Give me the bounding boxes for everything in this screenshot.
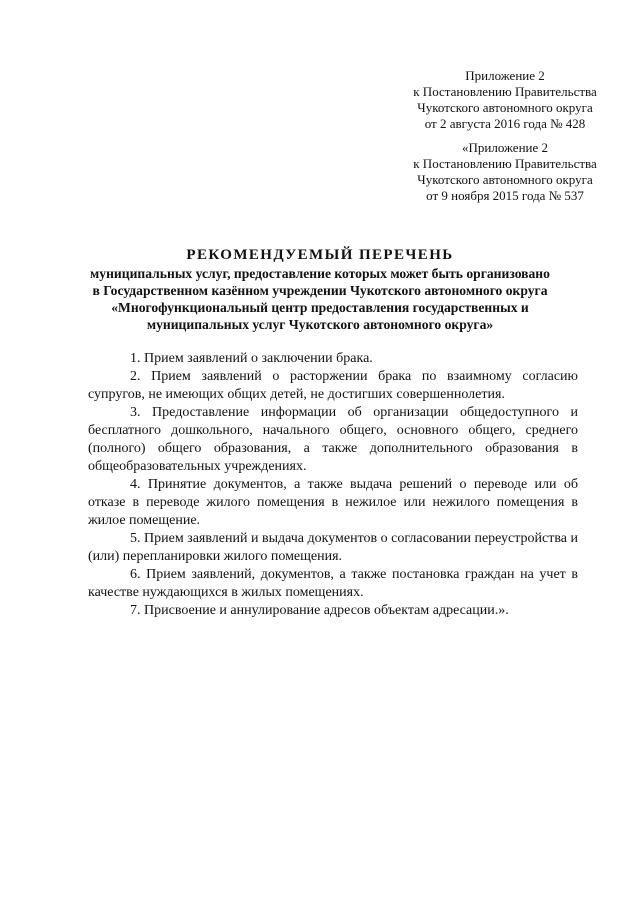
list-item: 3. Предоставление информации об организации общедоступного и бесплатного дошкольного, начального общего, основного общего, среднего (полного) общего образования, а также дополнительного образования в общеобразовательных учреждениях.: [88, 405, 578, 474]
list-item: 1. Прием заявлений о заключении брака.: [130, 351, 373, 366]
appendix-header-previous: [390, 140, 620, 204]
list-item: 6. Прием заявлений, документов, а также постановка граждан на учет в качестве нуждающихся в жилых помещениях.: [88, 567, 578, 600]
document-subtitle-line: муниципальных услуг, предоставление которых может быть организовано: [90, 266, 550, 281]
appendix-line: от 9 ноября 2015 года № 537: [426, 188, 584, 203]
document-subtitle-line: в Государственном казённом учреждении Чукотского автономного округа: [92, 283, 548, 298]
services-list: [88, 350, 578, 620]
document-heading: [60, 245, 580, 333]
document-title: РЕКОМЕНДУЕМЫЙ ПЕРЕЧЕНЬ: [186, 247, 454, 263]
document-subtitle-line: «Многофункциональный центр предоставления государственных и: [111, 300, 529, 315]
appendix-line: Приложение 2: [465, 68, 545, 83]
appendix-line: к Постановлению Правительства: [413, 156, 597, 171]
list-item: 7. Присвоение и аннулирование адресов объектам адресации.».: [130, 603, 509, 618]
document-subtitle-line: муниципальных услуг Чукотского автономного округа»: [146, 317, 494, 332]
list-item: 2. Прием заявлений о расторжении брака по взаимному согласию супругов, не имеющих общих детей, не достигших совершеннолетия.: [88, 369, 578, 402]
list-item: 4. Принятие документов, а также выдача решений о переводе или об отказе в переводе жилого помещения в нежилое или нежилого помещения в жилое помещение.: [88, 477, 578, 528]
appendix-line: «Приложение 2: [461, 140, 549, 155]
appendix-line: Чукотского автономного округа: [417, 100, 593, 115]
appendix-line: Чукотского автономного округа: [417, 172, 593, 187]
appendix-line: от 2 августа 2016 года № 428: [424, 116, 586, 131]
appendix-header-current: [390, 68, 620, 132]
list-item: 5. Прием заявлений и выдача документов о согласовании переустройства и (или) перепланировки жилого помещения.: [88, 531, 578, 564]
appendix-line: к Постановлению Правительства: [413, 84, 597, 99]
